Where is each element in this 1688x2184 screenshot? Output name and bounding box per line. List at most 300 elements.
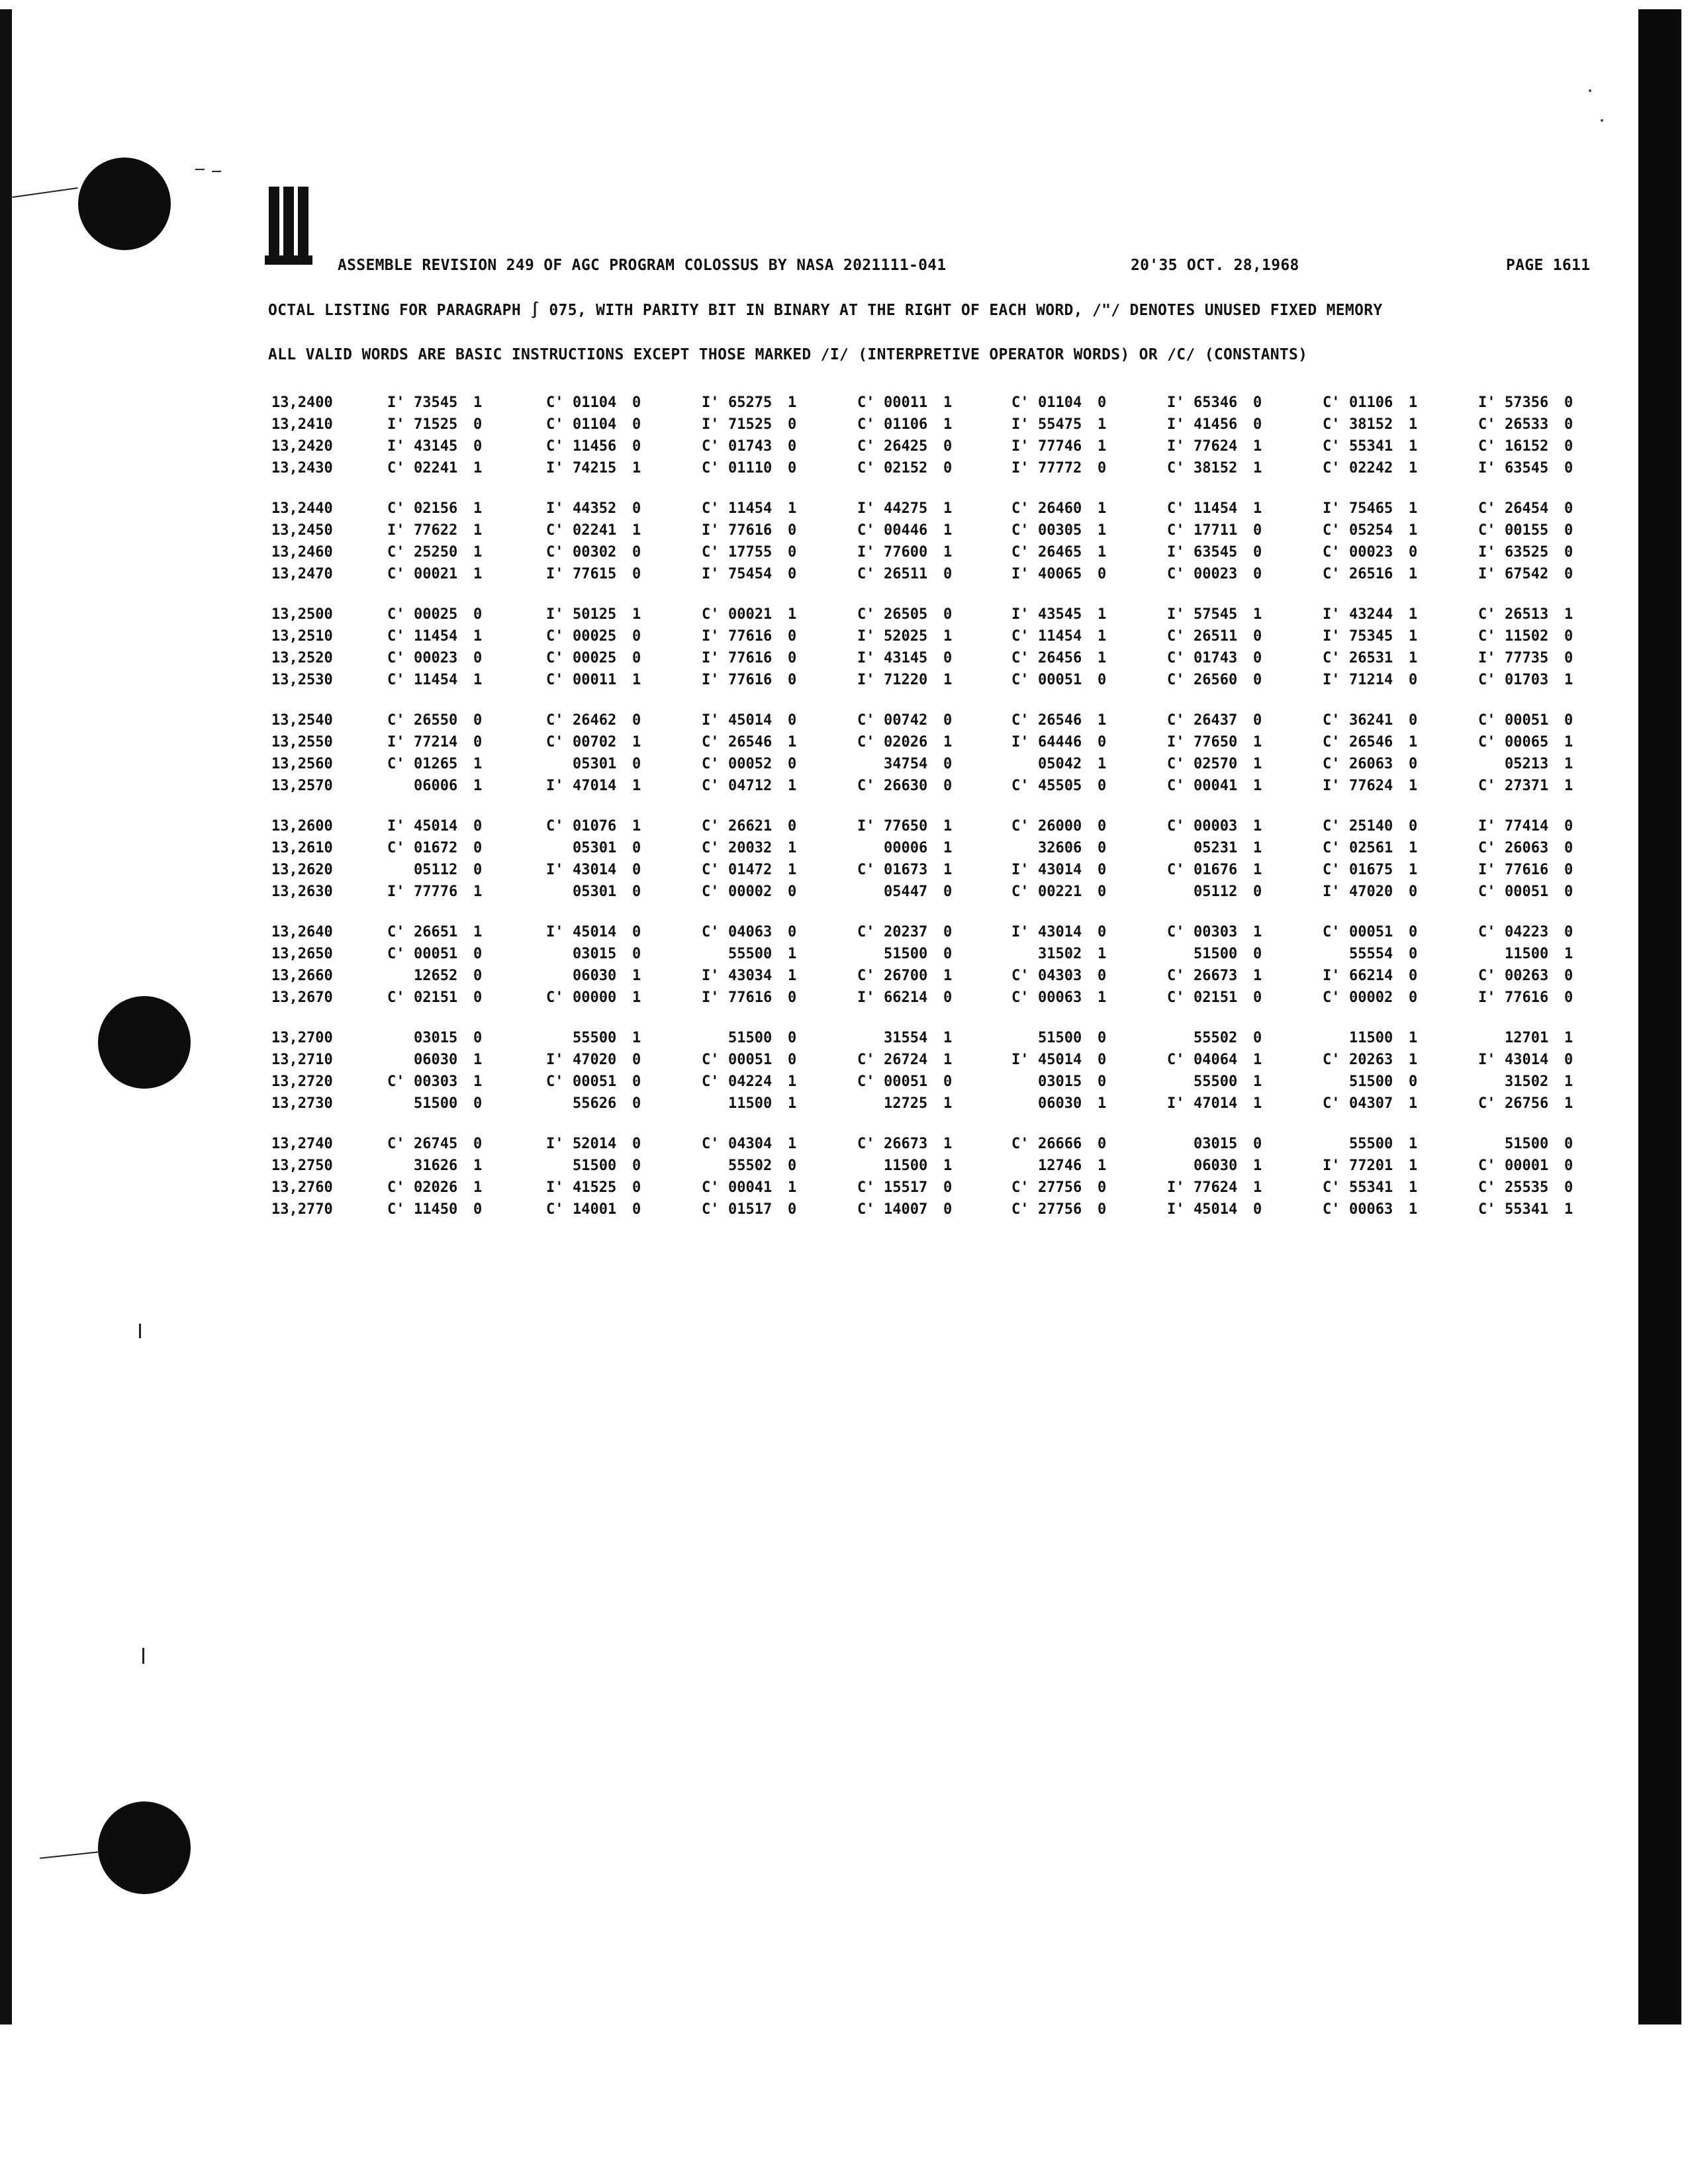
word-value: 31554 — [884, 1030, 928, 1046]
word-value: 01110 — [728, 460, 773, 477]
word-type-marker: I' — [1167, 734, 1185, 751]
parity-bit: 1 — [1098, 628, 1107, 645]
word-type-marker: I' — [1167, 606, 1185, 623]
parity-bit: 1 — [1409, 1201, 1418, 1218]
word-value: 77616 — [728, 522, 773, 539]
word-value: 01106 — [884, 416, 928, 433]
memory-address: 13,2540 — [271, 712, 333, 729]
parity-bit: 1 — [943, 818, 953, 835]
parity-bit: 0 — [1564, 840, 1573, 856]
parity-bit: 0 — [1098, 862, 1107, 878]
parity-bit: 0 — [788, 522, 797, 539]
parity-bit: 0 — [943, 989, 953, 1006]
parity-bit: 0 — [1564, 818, 1573, 835]
word-type-marker: C' — [1323, 1179, 1340, 1196]
word-value: 20263 — [1349, 1052, 1393, 1068]
parity-bit: 1 — [473, 884, 483, 900]
word-type-marker: C' — [387, 544, 405, 561]
word-value: 77650 — [1194, 734, 1238, 751]
parity-bit: 1 — [1253, 500, 1262, 517]
word-value: 11500 — [1505, 946, 1549, 962]
word-value: 00155 — [1505, 522, 1549, 539]
parity-bit: 0 — [1564, 394, 1573, 411]
memory-address: 13,2440 — [271, 500, 333, 517]
word-type-marker: C' — [1478, 522, 1496, 539]
parity-bit: 1 — [1564, 1030, 1573, 1046]
word-value: 77214 — [414, 734, 458, 751]
word-type-marker: C' — [387, 500, 405, 517]
word-type-marker: C' — [1323, 438, 1340, 455]
parity-bit: 1 — [1253, 460, 1262, 477]
listing-row — [271, 1201, 1602, 1223]
word-type-marker: C' — [702, 1136, 720, 1152]
parity-bit: 1 — [473, 756, 483, 772]
parity-bit: 1 — [632, 818, 641, 835]
parity-bit: 0 — [1253, 946, 1262, 962]
word-type-marker: C' — [546, 989, 564, 1006]
parity-bit: 1 — [943, 522, 953, 539]
word-value: 12746 — [1038, 1158, 1082, 1174]
word-type-marker: C' — [387, 756, 405, 772]
word-type-marker: I' — [1323, 1158, 1340, 1174]
memory-address: 13,2570 — [271, 778, 333, 794]
parity-bit: 0 — [1098, 1073, 1107, 1090]
word-value: 05301 — [573, 884, 617, 900]
word-value: 00041 — [728, 1179, 773, 1196]
parity-bit: 1 — [1409, 1136, 1418, 1152]
word-value: 00023 — [414, 650, 458, 666]
memory-address: 13,2650 — [271, 946, 333, 962]
word-value: 34754 — [884, 756, 928, 772]
parity-bit: 1 — [1564, 606, 1573, 623]
word-value: 04307 — [1349, 1095, 1393, 1112]
parity-bit: 0 — [1564, 1179, 1573, 1196]
parity-bit: 1 — [1098, 989, 1107, 1006]
word-value: 31502 — [1038, 946, 1082, 962]
word-value: 00011 — [573, 672, 617, 688]
word-type-marker: I' — [702, 968, 720, 984]
parity-bit: 0 — [788, 924, 797, 940]
punch-hole-middle — [98, 996, 191, 1089]
parity-bit: 1 — [1409, 566, 1418, 582]
word-value: 77735 — [1505, 650, 1549, 666]
word-value: 26063 — [1505, 840, 1549, 856]
parity-bit: 1 — [632, 989, 641, 1006]
word-value: 66214 — [1349, 968, 1393, 984]
word-value: 00051 — [573, 1073, 617, 1090]
word-type-marker: C' — [387, 672, 405, 688]
word-value: 00702 — [573, 734, 617, 751]
memory-address: 13,2560 — [271, 756, 333, 772]
word-type-marker: C' — [387, 1201, 405, 1218]
parity-bit: 0 — [1564, 522, 1573, 539]
parity-bit: 0 — [1253, 989, 1262, 1006]
word-value: 00021 — [414, 566, 458, 582]
word-type-marker: I' — [546, 1136, 564, 1152]
listing-row — [271, 606, 1602, 628]
parity-bit: 0 — [473, 712, 483, 729]
word-type-marker: C' — [1011, 1201, 1029, 1218]
word-value: 77622 — [414, 522, 458, 539]
parity-bit: 0 — [632, 1158, 641, 1174]
parity-bit: 0 — [473, 1136, 483, 1152]
parity-bit: 1 — [1564, 672, 1573, 688]
parity-bit: 1 — [1098, 946, 1107, 962]
parity-bit: 1 — [1409, 778, 1418, 794]
word-type-marker: C' — [387, 566, 405, 582]
parity-bit: 1 — [1253, 438, 1262, 455]
word-value: 26666 — [1038, 1136, 1082, 1152]
word-type-marker: I' — [1167, 394, 1185, 411]
parity-bit: 1 — [632, 522, 641, 539]
word-value: 26550 — [414, 712, 458, 729]
word-value: 01703 — [1505, 672, 1549, 688]
word-value: 05231 — [1194, 840, 1238, 856]
memory-address: 13,2640 — [271, 924, 333, 940]
parity-bit: 0 — [632, 924, 641, 940]
word-type-marker: C' — [1011, 884, 1029, 900]
word-value: 77616 — [728, 628, 773, 645]
word-type-marker: C' — [1323, 416, 1340, 433]
word-value: 02152 — [884, 460, 928, 477]
word-value: 02026 — [884, 734, 928, 751]
word-value: 01472 — [728, 862, 773, 878]
word-type-marker: I' — [702, 416, 720, 433]
word-type-marker: C' — [1323, 650, 1340, 666]
word-type-marker: I' — [702, 522, 720, 539]
parity-bit: 1 — [473, 1073, 483, 1090]
parity-bit: 0 — [1564, 628, 1573, 645]
parity-bit: 0 — [1253, 416, 1262, 433]
word-value: 26533 — [1505, 416, 1549, 433]
word-value: 43244 — [1349, 606, 1393, 623]
parity-bit: 1 — [1409, 438, 1418, 455]
word-value: 26437 — [1194, 712, 1238, 729]
parity-bit: 0 — [1098, 884, 1107, 900]
parity-bit: 1 — [943, 734, 953, 751]
word-value: 31502 — [1505, 1073, 1549, 1090]
word-type-marker: C' — [1478, 416, 1496, 433]
word-value: 45014 — [1194, 1201, 1238, 1218]
listing-row — [271, 712, 1602, 734]
parity-bit: 0 — [1098, 968, 1107, 984]
header-line-2: OCTAL LISTING FOR PARAGRAPH ∫ 075, WITH PARITY BIT IN BINARY AT THE RIGHT OF EACH WORD, ∕"∕ DENOTES UNUSED FIXED MEMORY — [268, 302, 1383, 319]
word-value: 77746 — [1038, 438, 1082, 455]
word-value: 26621 — [728, 818, 773, 835]
parity-bit: 1 — [788, 1095, 797, 1112]
word-value: 55626 — [573, 1095, 617, 1112]
parity-bit: 0 — [473, 968, 483, 984]
parity-bit: 0 — [632, 544, 641, 561]
word-value: 27756 — [1038, 1179, 1082, 1196]
word-value: 41456 — [1194, 416, 1238, 433]
scan-mark — [142, 1648, 144, 1664]
word-type-marker: C' — [857, 1201, 875, 1218]
parity-bit: 0 — [1564, 460, 1573, 477]
word-type-marker: C' — [546, 672, 564, 688]
word-type-marker: C' — [702, 734, 720, 751]
word-type-marker: I' — [387, 818, 405, 835]
parity-bit: 0 — [473, 606, 483, 623]
parity-bit: 0 — [943, 438, 953, 455]
word-value: 51500 — [1038, 1030, 1082, 1046]
parity-bit: 1 — [1409, 1179, 1418, 1196]
word-value: 05112 — [1194, 884, 1238, 900]
word-type-marker: I' — [702, 650, 720, 666]
parity-bit: 1 — [1098, 756, 1107, 772]
word-type-marker: C' — [546, 734, 564, 751]
listing-row — [271, 394, 1602, 416]
word-type-marker: C' — [1478, 438, 1496, 455]
word-type-marker: I' — [1011, 734, 1029, 751]
word-type-marker: C' — [1478, 672, 1496, 688]
word-value: 73545 — [414, 394, 458, 411]
parity-bit: 1 — [1564, 756, 1573, 772]
word-value: 26756 — [1505, 1095, 1549, 1112]
parity-bit: 0 — [1253, 672, 1262, 688]
word-value: 06006 — [414, 778, 458, 794]
word-type-marker: C' — [857, 734, 875, 751]
word-value: 04064 — [1194, 1052, 1238, 1068]
parity-bit: 1 — [943, 394, 953, 411]
word-value: 01675 — [1349, 862, 1393, 878]
parity-bit: 0 — [943, 460, 953, 477]
word-type-marker: C' — [546, 1073, 564, 1090]
parity-bit: 0 — [632, 1073, 641, 1090]
parity-bit: 0 — [788, 884, 797, 900]
word-value: 01743 — [728, 438, 773, 455]
word-type-marker: I' — [702, 989, 720, 1006]
word-value: 17755 — [728, 544, 773, 561]
word-value: 00065 — [1505, 734, 1549, 751]
word-type-marker: C' — [546, 438, 564, 455]
listing-row — [271, 438, 1602, 460]
word-type-marker: I' — [1323, 968, 1340, 984]
word-type-marker: C' — [1011, 1136, 1029, 1152]
word-value: 11500 — [728, 1095, 773, 1112]
word-value: 11500 — [884, 1158, 928, 1174]
word-value: 77615 — [573, 566, 617, 582]
parity-bit: 0 — [632, 500, 641, 517]
word-value: 77624 — [1349, 778, 1393, 794]
listing-row — [271, 734, 1602, 756]
scan-mark — [195, 169, 205, 170]
listing-row — [271, 522, 1602, 544]
word-type-marker: I' — [546, 778, 564, 794]
word-type-marker: I' — [1478, 544, 1496, 561]
parity-bit: 0 — [1253, 1136, 1262, 1152]
word-type-marker: C' — [1167, 672, 1185, 688]
parity-bit: 0 — [788, 818, 797, 835]
word-type-marker: C' — [1323, 1052, 1340, 1068]
parity-bit: 0 — [632, 884, 641, 900]
word-value: 00051 — [1505, 884, 1549, 900]
word-type-marker: C' — [857, 566, 875, 582]
word-value: 57545 — [1194, 606, 1238, 623]
parity-bit: 0 — [632, 712, 641, 729]
word-value: 41525 — [573, 1179, 617, 1196]
assembly-timestamp: 20'35 OCT. 28,1968 — [1131, 257, 1299, 274]
parity-bit: 1 — [1253, 924, 1262, 940]
word-type-marker: C' — [1167, 712, 1185, 729]
memory-address: 13,2410 — [271, 416, 333, 433]
word-value: 38152 — [1194, 460, 1238, 477]
parity-bit: 1 — [1098, 544, 1107, 561]
memory-address: 13,2660 — [271, 968, 333, 984]
word-value: 00025 — [573, 628, 617, 645]
listing-row — [271, 840, 1602, 862]
word-type-marker: C' — [1478, 1201, 1496, 1218]
word-value: 00025 — [573, 650, 617, 666]
word-type-marker: I' — [1167, 1095, 1185, 1112]
parity-bit: 1 — [788, 1073, 797, 1090]
word-value: 55475 — [1038, 416, 1082, 433]
parity-bit: 0 — [473, 1201, 483, 1218]
parity-bit: 0 — [943, 1179, 953, 1196]
word-value: 06030 — [1038, 1095, 1082, 1112]
word-type-marker: C' — [702, 438, 720, 455]
parity-bit: 1 — [1098, 712, 1107, 729]
memory-address: 13,2530 — [271, 672, 333, 688]
word-type-marker: I' — [1011, 416, 1029, 433]
word-value: 11456 — [573, 438, 617, 455]
word-type-marker: I' — [1323, 628, 1340, 645]
word-value: 05301 — [573, 756, 617, 772]
parity-bit: 0 — [1253, 712, 1262, 729]
word-type-marker: C' — [1323, 544, 1340, 561]
parity-bit: 1 — [1409, 394, 1418, 411]
word-type-marker: I' — [1323, 606, 1340, 623]
word-type-marker: C' — [1478, 884, 1496, 900]
parity-bit: 1 — [1098, 438, 1107, 455]
word-value: 02570 — [1194, 756, 1238, 772]
word-type-marker: C' — [1167, 968, 1185, 984]
parity-bit: 0 — [1409, 946, 1418, 962]
parity-bit: 1 — [1253, 818, 1262, 835]
word-type-marker: I' — [387, 416, 405, 433]
word-type-marker: I' — [546, 862, 564, 878]
memory-address: 13,2710 — [271, 1052, 333, 1068]
parity-bit: 0 — [473, 989, 483, 1006]
parity-bit: 1 — [473, 544, 483, 561]
word-type-marker: C' — [1478, 840, 1496, 856]
parity-bit: 1 — [788, 500, 797, 517]
word-value: 00006 — [884, 840, 928, 856]
parity-bit: 1 — [473, 394, 483, 411]
word-value: 51500 — [573, 1158, 617, 1174]
word-type-marker: C' — [702, 1179, 720, 1196]
word-type-marker: C' — [387, 946, 405, 962]
parity-bit: 1 — [1409, 500, 1418, 517]
parity-bit: 0 — [632, 1095, 641, 1112]
parity-bit: 1 — [943, 1095, 953, 1112]
document-logo-mark — [265, 187, 318, 266]
parity-bit: 1 — [943, 840, 953, 856]
parity-bit: 0 — [1564, 544, 1573, 561]
word-type-marker: C' — [1167, 778, 1185, 794]
word-type-marker: I' — [387, 394, 405, 411]
word-value: 77616 — [728, 989, 773, 1006]
word-value: 43145 — [884, 650, 928, 666]
word-value: 26546 — [1038, 712, 1082, 729]
word-type-marker: C' — [857, 1073, 875, 1090]
word-type-marker: C' — [1323, 734, 1340, 751]
word-type-marker: I' — [857, 628, 875, 645]
word-value: 00303 — [414, 1073, 458, 1090]
word-value: 11454 — [1194, 500, 1238, 517]
scan-edge-left — [0, 9, 12, 2025]
parity-bit: 1 — [1253, 1073, 1262, 1090]
parity-bit: 1 — [1564, 1095, 1573, 1112]
word-value: 45014 — [573, 924, 617, 940]
word-value: 14001 — [573, 1201, 617, 1218]
memory-address: 13,2770 — [271, 1201, 333, 1218]
word-type-marker: I' — [387, 522, 405, 539]
parity-bit: 1 — [1564, 778, 1573, 794]
parity-bit: 0 — [632, 756, 641, 772]
parity-bit: 1 — [1253, 606, 1262, 623]
word-type-marker: C' — [857, 924, 875, 940]
parity-bit: 0 — [943, 1073, 953, 1090]
parity-bit: 1 — [788, 606, 797, 623]
word-value: 16152 — [1505, 438, 1549, 455]
word-type-marker: C' — [387, 1073, 405, 1090]
parity-bit: 0 — [1098, 818, 1107, 835]
word-value: 51500 — [1194, 946, 1238, 962]
word-type-marker: C' — [702, 778, 720, 794]
parity-bit: 0 — [1098, 566, 1107, 582]
listing-row — [271, 884, 1602, 905]
page-number: PAGE 1611 — [1506, 257, 1591, 274]
word-type-marker: C' — [1167, 650, 1185, 666]
parity-bit: 0 — [473, 416, 483, 433]
word-value: 26546 — [728, 734, 773, 751]
parity-bit: 0 — [473, 862, 483, 878]
word-type-marker: I' — [1011, 460, 1029, 477]
word-value: 06030 — [1194, 1158, 1238, 1174]
word-type-marker: C' — [1011, 522, 1029, 539]
parity-bit: 0 — [788, 628, 797, 645]
memory-address: 13,2520 — [271, 650, 333, 666]
word-value: 55502 — [728, 1158, 773, 1174]
parity-bit: 1 — [473, 566, 483, 582]
word-value: 00002 — [728, 884, 773, 900]
word-value: 77616 — [728, 650, 773, 666]
word-type-marker: C' — [857, 394, 875, 411]
parity-bit: 0 — [1564, 438, 1573, 455]
parity-bit: 1 — [473, 522, 483, 539]
word-value: 67542 — [1505, 566, 1549, 582]
word-value: 26454 — [1505, 500, 1549, 517]
word-value: 01104 — [573, 416, 617, 433]
word-type-marker: I' — [1323, 500, 1340, 517]
parity-bit: 0 — [632, 840, 641, 856]
parity-bit: 0 — [943, 884, 953, 900]
word-value: 00051 — [1505, 712, 1549, 729]
parity-bit: 1 — [1409, 1158, 1418, 1174]
word-type-marker: I' — [1478, 566, 1496, 582]
word-type-marker: C' — [1011, 989, 1029, 1006]
parity-bit: 0 — [1409, 884, 1418, 900]
octal-listing — [271, 394, 1602, 1242]
word-value: 55554 — [1349, 946, 1393, 962]
parity-bit: 1 — [788, 968, 797, 984]
listing-row — [271, 672, 1602, 694]
word-type-marker: C' — [702, 840, 720, 856]
listing-row — [271, 924, 1602, 946]
parity-bit: 1 — [1253, 778, 1262, 794]
word-value: 26700 — [884, 968, 928, 984]
